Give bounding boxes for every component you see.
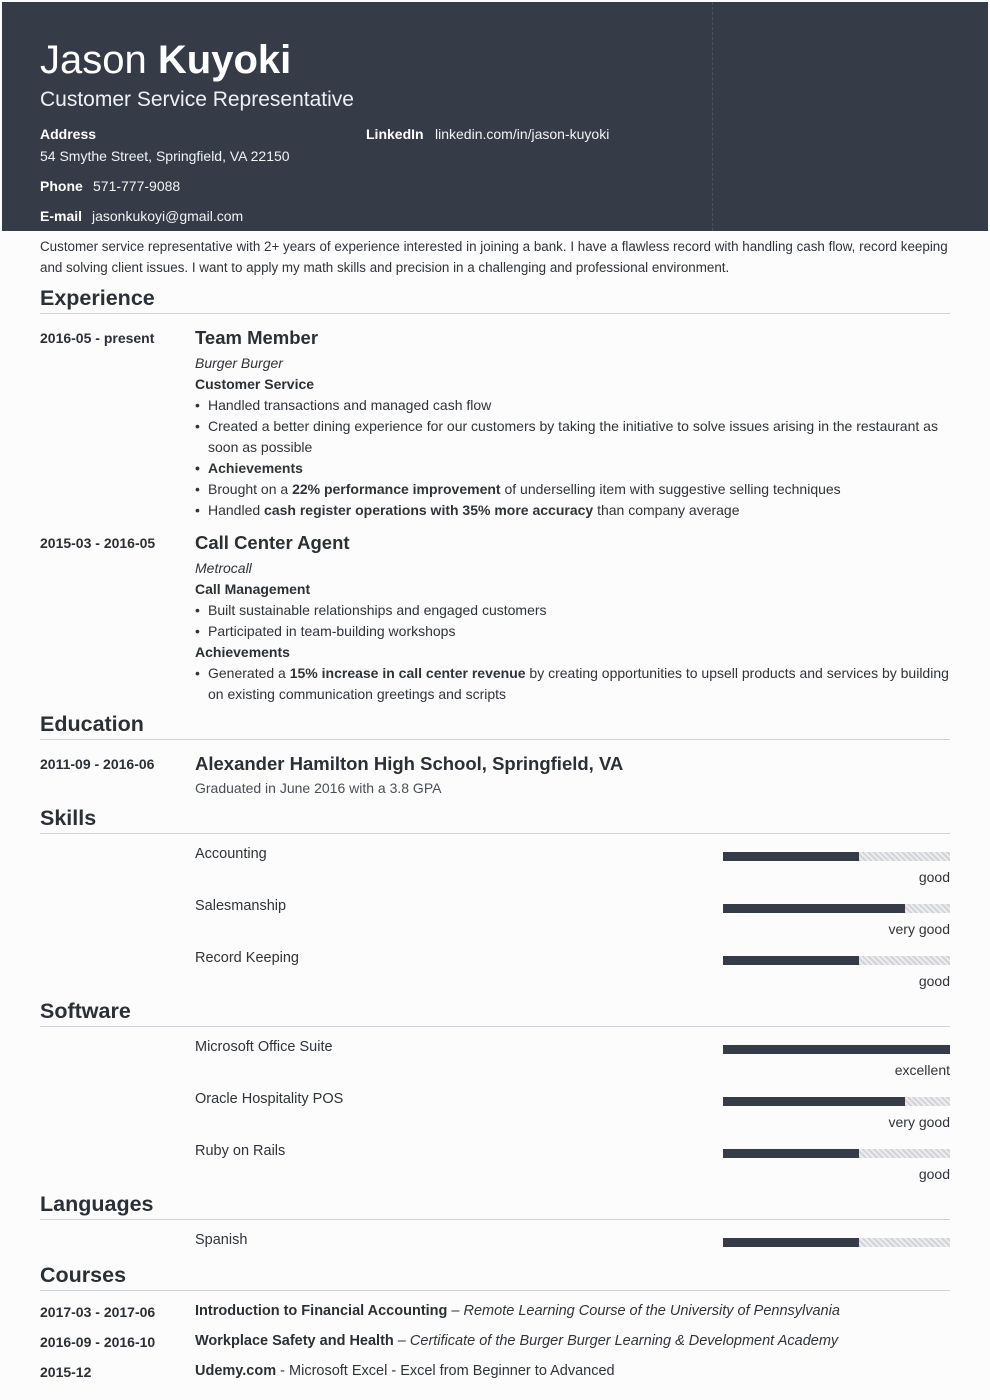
language-level-fill (723, 1238, 859, 1247)
skill-name: Accounting (195, 846, 267, 862)
section-divider (40, 739, 950, 740)
linkedin-label: LinkedIn (366, 126, 424, 142)
list-item: • Brought on a 22% performance improvement of underselling item with suggestive selling techniques (195, 479, 955, 500)
skill-name: Record Keeping (195, 950, 299, 966)
section-divider (40, 1290, 950, 1291)
job-subheading: Call Management (195, 581, 311, 597)
skill-level-bar (723, 956, 950, 965)
languages-heading: Languages (40, 1192, 154, 1216)
job-bullets (195, 663, 955, 705)
education-heading: Education (40, 712, 144, 736)
candidate-role: Customer Service Representative (40, 88, 354, 111)
phone-label: Phone (40, 178, 83, 194)
software-heading: Software (40, 999, 131, 1023)
job-company: Burger Burger (195, 355, 283, 371)
email-label: E-mail (40, 208, 83, 224)
section-divider (40, 313, 950, 314)
software-level-fill (723, 1097, 905, 1106)
email-link[interactable]: jasonkukoyi@gmail.com (92, 208, 244, 224)
skill-level-label: very good (888, 921, 950, 937)
skill-level-bar (723, 852, 950, 861)
course-entry: Udemy.com - Microsoft Excel - Excel from Beginner to Advanced (195, 1363, 615, 1379)
language-name: Spanish (195, 1232, 248, 1248)
school-name: Alexander Hamilton High School, Springfield, VA (195, 753, 624, 774)
course-dates: 2015-12 (40, 1364, 92, 1380)
software-level-label: very good (888, 1114, 950, 1130)
section-divider (40, 833, 950, 834)
course-dates: 2016-09 - 2016-10 (40, 1334, 156, 1350)
list-item: • Participated in team-building workshops (195, 621, 955, 642)
skill-level-bar (723, 904, 950, 913)
job-dates: 2015-03 - 2016-05 (40, 535, 156, 551)
candidate-name: Jason Kuyoki (40, 38, 292, 82)
section-divider (40, 1219, 950, 1220)
software-level-fill (723, 1045, 950, 1054)
profile-summary: Customer service representative with 2+ years of experience interested in joining a bank. I have a flawless record with handling cash flow, record keeping and solving client issues. I want to apply my math skills and precision in a challenging and professional environment. (40, 239, 948, 275)
skill-level-label: good (918, 869, 950, 885)
software-name: Oracle Hospitality POS (195, 1091, 344, 1107)
skill-level-fill (723, 852, 859, 861)
software-level-bar (723, 1097, 950, 1106)
job-company: Metrocall (195, 560, 252, 576)
language-level-bar (723, 1238, 950, 1247)
skill-name: Salesmanship (195, 898, 287, 914)
course-entry: Introduction to Financial Accounting – Remote Learning Course of the University of Pennsylvania (195, 1303, 840, 1319)
list-item: • Generated a 15% increase in call center revenue by creating opportunities to upsell products and services by building on existing communication greetings and scripts (195, 663, 955, 705)
job-bullets (195, 395, 955, 521)
skill-level-label: good (918, 973, 950, 989)
software-level-label: good (918, 1166, 950, 1182)
list-item: • Built sustainable relationships and engaged customers (195, 600, 955, 621)
job-title: Call Center Agent (195, 532, 350, 553)
course-dates: 2017-03 - 2017-06 (40, 1304, 156, 1320)
address-value: 54 Smythe Street, Springfield, VA 22150 (40, 148, 290, 164)
course-entry: Workplace Safety and Health – Certificate of the Burger Burger Learning & Development Academy (195, 1333, 839, 1349)
list-item: • Achievements (195, 458, 955, 479)
list-item: • Handled transactions and managed cash flow (195, 395, 955, 416)
job-bullets (195, 600, 955, 642)
education-note: Graduated in June 2016 with a 3.8 GPA (195, 780, 442, 796)
skill-level-fill (723, 904, 905, 913)
job-title: Team Member (195, 327, 319, 348)
linkedin-link[interactable]: linkedin.com/in/jason-kuyoki (435, 126, 610, 142)
skills-heading: Skills (40, 806, 97, 830)
software-level-label: excellent (894, 1062, 950, 1078)
experience-heading: Experience (40, 286, 155, 310)
resume-header (2, 2, 988, 231)
list-item: • Handled cash register operations with 35% more accuracy than company average (195, 500, 955, 521)
education-dates: 2011-09 - 2016-06 (40, 756, 155, 772)
software-level-bar (723, 1045, 950, 1054)
software-level-fill (723, 1149, 859, 1158)
address-label: Address (40, 126, 97, 142)
courses-heading: Courses (40, 1263, 127, 1287)
section-divider (40, 1026, 950, 1027)
job-subheading: Achievements (195, 644, 290, 660)
job-dates: 2016-05 - present (40, 330, 155, 346)
header-divider (712, 2, 713, 231)
software-name: Microsoft Office Suite (195, 1039, 333, 1055)
list-item: • Created a better dining experience for our customers by taking the initiative to solve issues arising in the restaurant as soon as possible (195, 416, 955, 458)
skill-level-fill (723, 956, 859, 965)
phone-value[interactable]: 571-777-9088 (93, 178, 181, 194)
software-name: Ruby on Rails (195, 1143, 286, 1159)
job-subheading: Customer Service (195, 376, 315, 392)
software-level-bar (723, 1149, 950, 1158)
